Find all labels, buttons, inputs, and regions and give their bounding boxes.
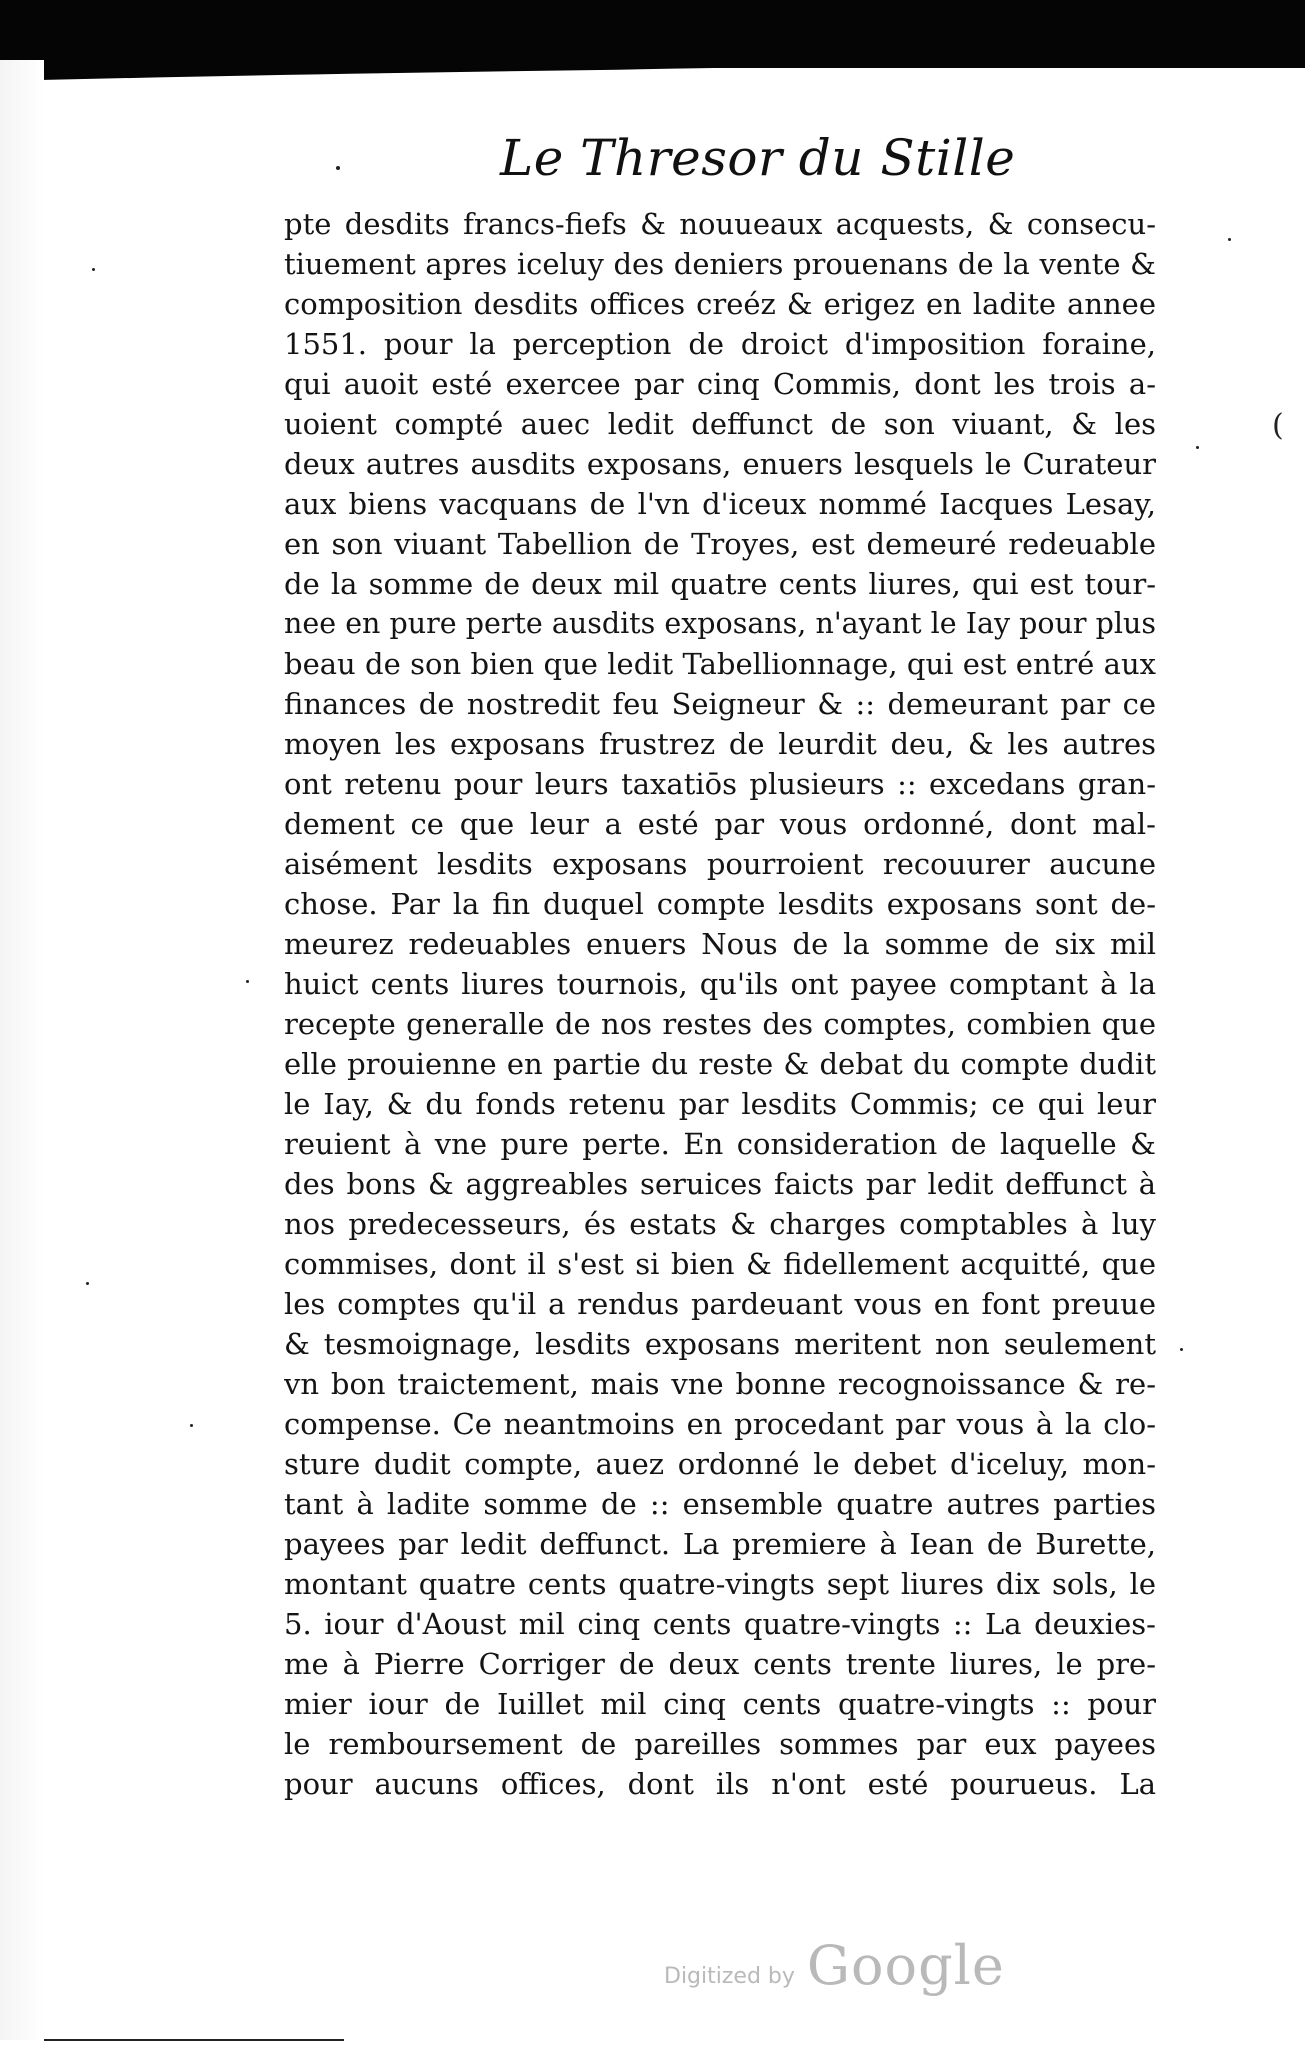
scan-top-border <box>0 0 1305 68</box>
text-line: pour aucuns offices, dont ils n'ont esté pourueus. La <box>284 1767 1156 1801</box>
ink-speck <box>92 268 95 271</box>
text-line: 5. iour d'Aoust mil cinq cents quatre-vingts :: La deuxies- <box>284 1607 1156 1641</box>
text-line: aux biens vacquans de l'vn d'iceux nommé Iacques Lesay, <box>284 487 1156 521</box>
text-line: composition desdits offices creéz & erigez en ladite annee <box>284 287 1156 321</box>
text-line: mier iour de Iuillet mil cinq cents quatre-vingts :: pour <box>284 1687 1156 1721</box>
ink-speck <box>190 1424 193 1427</box>
page-edge-curve <box>0 60 1305 80</box>
text-line: nos predecesseurs, és estats & charges comptables à luy <box>284 1207 1156 1241</box>
body-text <box>284 204 1156 1804</box>
text-line: pte desdits francs-fiefs & nouueaux acquests, & consecu- <box>284 207 1156 241</box>
text-line: dement ce que leur a esté par vous ordonné, dont mal- <box>284 807 1156 841</box>
text-line: le remboursement de pareilles sommes par eux payees <box>284 1727 1156 1761</box>
text-line: les comptes qu'il a rendus pardeuant vous en font preuue <box>284 1287 1156 1321</box>
text-line: uoient compté auec ledit deffunct de son viuant, & les <box>284 407 1156 441</box>
ink-speck <box>336 166 340 170</box>
ink-speck <box>1196 446 1199 449</box>
text-line: chose. Par la fin duquel compte lesdits exposans sont de- <box>284 887 1156 921</box>
text-line: le Iay, & du fonds retenu par lesdits Commis; ce qui leur <box>284 1087 1156 1121</box>
ink-speck <box>86 1282 89 1285</box>
google-logo: Google <box>806 1934 1005 1997</box>
text-line: commises, dont il s'est si bien & fidellement acquitté, que <box>284 1247 1156 1281</box>
text-line: nee en pure perte ausdits exposans, n'ayant le Iay pour plus <box>284 607 1156 640</box>
text-line: en son viuant Tabellion de Troyes, est demeuré redeuable <box>284 527 1156 561</box>
text-line: deux autres ausdits exposans, enuers lesquels le Curateur <box>284 447 1156 481</box>
ink-speck <box>1228 238 1231 241</box>
text-line: huict cents liures tournois, qu'ils ont payee comptant à la <box>284 967 1156 1001</box>
running-head: Le Thresor du Stille <box>500 129 1016 187</box>
digitized-by-label: Digitized by <box>664 1964 795 1989</box>
ink-speck <box>1180 1348 1183 1351</box>
text-line: elle prouienne en partie du reste & debat du compte dudit <box>284 1047 1156 1081</box>
text-line: des bons & aggreables seruices faicts par ledit deffunct à <box>284 1167 1156 1201</box>
text-line: ont retenu pour leurs taxatiōs plusieurs :: excedans gran- <box>284 767 1156 801</box>
text-line: reuient à vne pure perte. En consideration de laquelle & <box>284 1127 1156 1161</box>
text-line: moyen les exposans frustrez de leurdit deu, & les autres <box>284 727 1156 761</box>
text-line: beau de son bien que ledit Tabellionnage, qui est entré aux <box>284 647 1156 681</box>
text-line: compense. Ce neantmoins en procedant par vous à la clo- <box>284 1407 1156 1441</box>
text-line: finances de nostredit feu Seigneur & :: demeurant par ce <box>284 687 1156 721</box>
page-gutter-shadow <box>0 60 44 2040</box>
digitized-by-google-watermark <box>664 1934 1005 2004</box>
footer-rule <box>44 2039 344 2041</box>
text-line: qui auoit esté exercee par cinq Commis, dont les trois a- <box>284 367 1156 401</box>
text-line: 1551. pour la perception de droict d'imposition foraine, <box>284 327 1156 361</box>
text-line: de la somme de deux mil quatre cents liures, qui est tour- <box>284 567 1156 601</box>
text-line: aisément lesdits exposans pourroient recouurer aucune <box>284 847 1156 881</box>
text-line: montant quatre cents quatre-vingts sept liures dix sols, le <box>284 1567 1156 1601</box>
text-line: meurez redeuables enuers Nous de la somme de six mil <box>284 927 1156 961</box>
text-line: me à Pierre Corriger de deux cents trente liures, le pre- <box>284 1647 1156 1681</box>
text-line: payees par ledit deffunct. La premiere à Iean de Burette, <box>284 1527 1156 1561</box>
text-line: tant à ladite somme de :: ensemble quatre autres parties <box>284 1487 1156 1521</box>
text-line: recepte generalle de nos restes des comptes, combien que <box>284 1007 1156 1041</box>
text-line: sture dudit compte, auez ordonné le debet d'iceluy, mon- <box>284 1447 1156 1481</box>
ink-speck <box>246 980 249 983</box>
text-line: & tesmoignage, lesdits exposans meritent non seulement <box>284 1327 1156 1361</box>
text-line: tiuement apres iceluy des deniers prouenans de la vente & <box>284 247 1156 281</box>
margin-mark: ( <box>1272 408 1284 443</box>
text-line: vn bon traictement, mais vne bonne recognoissance & re- <box>284 1367 1156 1401</box>
